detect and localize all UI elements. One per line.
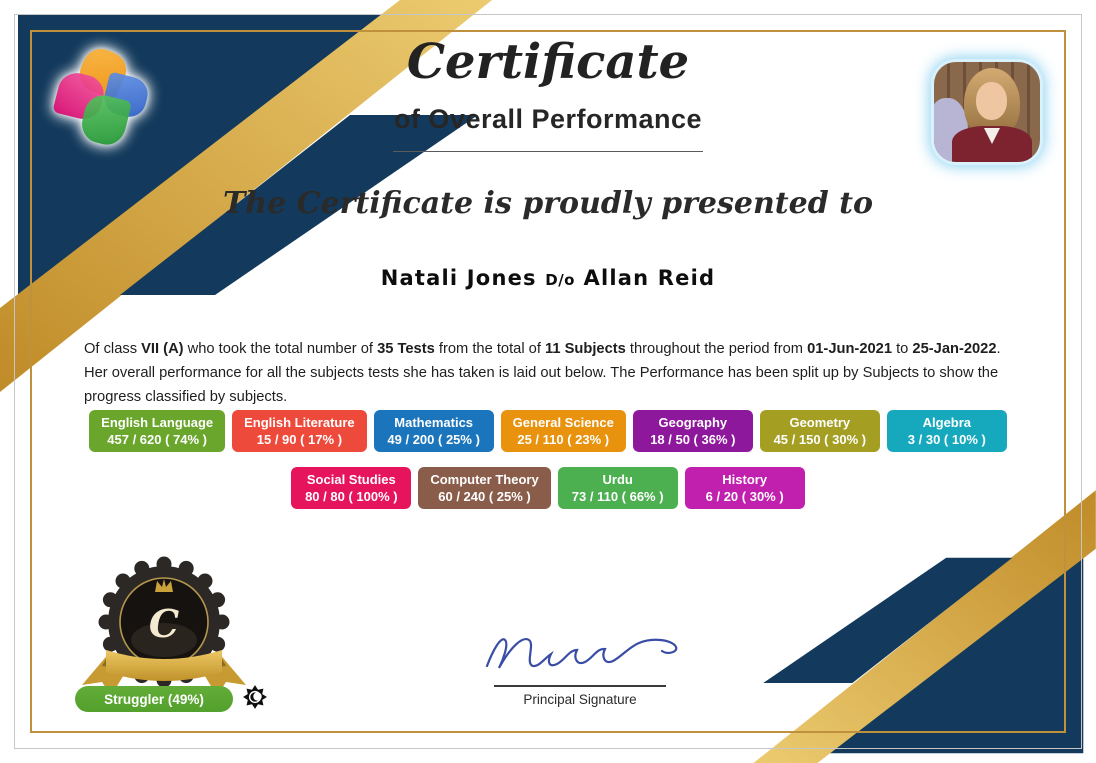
presented-line: The Certificate is proudly presented to [222, 186, 874, 221]
subject-badge-english-literature: English Literature 15 / 90 ( 17% ) [232, 410, 367, 452]
subject-badge-general-science: General Science 25 / 110 ( 23% ) [501, 410, 626, 452]
subject-badges [0, 410, 1096, 509]
subject-badge-history: History 6 / 20 ( 30% ) [685, 467, 805, 509]
recipient-relation: D/o [545, 271, 575, 289]
guardian-name: Allan Reid [583, 266, 716, 290]
subject-badge-mathematics: Mathematics 49 / 200 ( 25% ) [374, 410, 494, 452]
school-logo-icon [55, 50, 153, 148]
recipient-line [0, 266, 1096, 290]
student-photo [934, 62, 1040, 162]
subject-badge-algebra: Algebra 3 / 30 ( 10% ) [887, 410, 1007, 452]
subject-badge-social-studies: Social Studies 80 / 80 ( 100% ) [291, 467, 411, 509]
subject-badge-urdu: Urdu 73 / 110 ( 66% ) [558, 467, 678, 509]
performance-summary-paragraph: Of class VII (A) who took the total number of 35 Tests from the total of 11 Subjects throughout the period from 01-Jun-2021 to 25-Jan-2022. Her overall performance for all the subjects tests she has taken is laid out below. The Performance has been split up by Subjects to show the progress classified by subjects. [84, 340, 1001, 405]
signature-label: Principal Signature [523, 692, 637, 707]
certificate-subtitle: of Overall Performance [393, 104, 703, 134]
title-divider [393, 151, 703, 152]
recipient-name: Natali Jones [380, 266, 537, 290]
grade-medal [76, 554, 252, 698]
result-label: Struggler (49%) [104, 691, 204, 707]
medal-letter: C [148, 601, 180, 646]
badge-row-1 [0, 410, 1096, 452]
subject-badge-english-language: English Language 457 / 620 ( 74% ) [89, 410, 225, 452]
subject-badge-geography: Geography 18 / 50 ( 36% ) [633, 410, 753, 452]
signature-line [494, 685, 666, 687]
subject-badge-geometry: Geometry 45 / 150 ( 30% ) [760, 410, 880, 452]
gear-icon[interactable] [242, 684, 268, 710]
subject-badge-computer-theory: Computer Theory 60 / 240 ( 25% ) [418, 467, 550, 509]
certificate-title: Certificate [406, 34, 690, 90]
result-status-badge [75, 686, 233, 712]
badge-row-2 [0, 467, 1096, 509]
signature-block [455, 616, 705, 707]
principal-signature-scrawl [475, 616, 685, 678]
photo-face [976, 82, 1007, 120]
